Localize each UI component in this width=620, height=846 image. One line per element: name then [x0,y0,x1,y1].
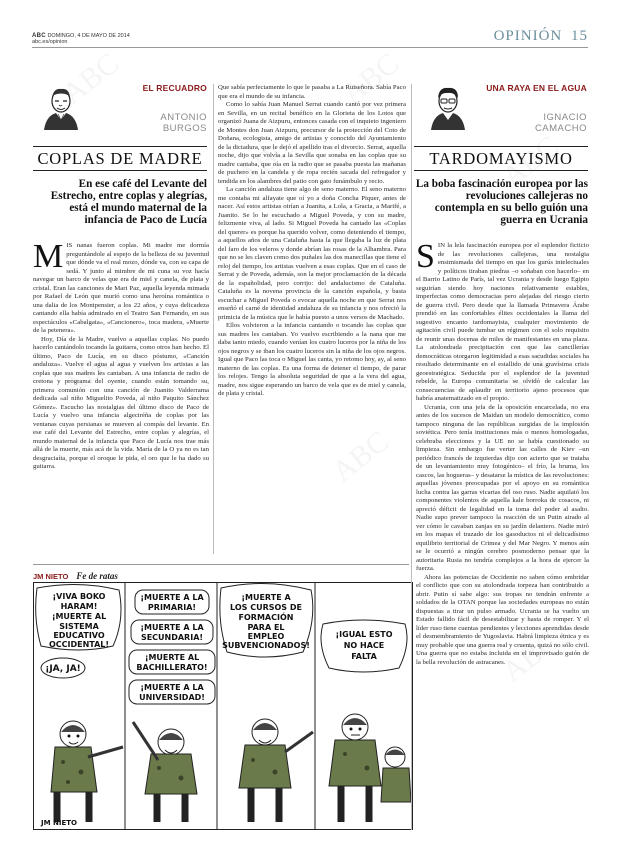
svg-text:¡MUERTE A LA: ¡MUERTE A LA [140,593,204,602]
author-portrait [425,84,471,130]
svg-text:UNIVERSIDAD!: UNIVERSIDAD! [139,693,205,702]
svg-text:FALTA: FALTA [351,652,377,661]
svg-text:¡MUERTE AL: ¡MUERTE AL [51,612,107,621]
svg-text:EDUCATIVO: EDUCATIVO [53,631,105,640]
dropcap: M [33,238,64,275]
svg-text:¡MUERTE A LA: ¡MUERTE A LA [140,623,204,632]
paper-name: ABC [32,33,46,39]
section-label [494,28,588,45]
column-name: UNA RAYA EN EL AGUA [486,83,587,93]
article-body: SIN la lela fascinación europea por el esplendor ficticio de las revoluciones callejeras, una nostalgia ensimismada del tiempo en que los gurús intelectuales y políticos tiraban piedras –o soñaban con hacerlo– en el Barrio Latino de París, tal vez Ucrania y desde luego Egipto seguirían siendo hoy naciones relativamente estables, imperfectas como democracias pero alejadas del riesgo cierto de guerra civil. Pero desde que la llamada Primavera Árabe prendió en las confortables élites occidentales la llama del sugestivo encanto tardomayista, cualquier movimiento de agitación civil puede tumbar un régimen con el solo requisito de reunir unas docenas de miles de manifestantes en una plaza. La atolondrada precipitación con que las cancillerías democráticas otorgaron legitimidad a esas sacudidas sociales ha resultado determinante en el estallido de una gravísima crisis geoestratégica. Seducida por el esplendor de la juventud rebelde, la Europa comunitaria se olvidó de calcular las consecuencias de aplaudir en territorio ajeno procesos que habría anatematizado en el propio. Ucrania, con una jefa de la oposición encarcelada, no era antes de los sucesos de Maidan un modelo democrático, como tampoco ninguna de las repúblicas surgidas de la implosión soviética. Pero tenía instituciones más o menos homologadas, celebraba elecciones y la UE no se había cuestionado su limpieza. Sin embargo fue verter las calles de Kiev –un periódico francés de izquierdas dijo con acierto que se trataba de un levantamiento muy fotogénico– el frío, la bruma, los cascos, las hogueras– y desatarse la mística de las revoluciones: aquellas jóvenes preocupadas por el apoyo en su romántica lucha contra las garras vicarias del oso ruso. Nadie aquilató los componentes violentos de aquella kale borroka de cosacos, ni apreció déficit de legalidad en la toma del poder al asalto. Nadie supo prever tampoco la reacción de un Putin airado al ver cómo le cavaban zanjas en su jardín delantero. Nadie miró en los mapas el trazado de los gasoductos ni el delicadísimo equilibrio territorial de Crimea y del Mar Negro. Y menos aún se le ocurrió a ningún cerebro posmoderno pensar que la autoritaria Rusia no tendría complejos a la hora de ejercer la fuerza. Ahora las potencias de Occidente no saben cómo embridar el conflicto que con su atolondrada torpeza han contribuido a abrir. Putin sí sabe algo: sus tropas no tendrán enfrente a soldados de la OTAN porque las sociedades europeas no están dispuestas a tirar un pulso armado. Ucrania se ha vuelto un Estado fallido fácil de desestabilizar y hasta de romper. Y el líder ruso tiene cuentas pendientes y lecciones aprendidas desde el desmembramiento de Yugoslavia. Habrá limpieza étnica y es muy probable que una guerra real y cruenta, quizá no sólo civil. Una guerra que no estaba incluida en el improvisado guión de la bella revolución de astracanes. [416,238,589,666]
column-divider [213,84,214,554]
watermark [326,425,396,490]
comic-strip [33,582,413,830]
article-subtitle: La boba fascinación europea por las revoluciones callejeras no contempla en su bello guión una guerra en Ucrania [415,178,588,226]
svg-text:PRIMARIA!: PRIMARIA! [147,603,197,612]
svg-text:¡IGUAL ESTO: ¡IGUAL ESTO [335,630,393,639]
svg-text:¡VIVA BOKO: ¡VIVA BOKO [52,592,106,601]
column-divider [411,84,412,830]
article-column-1: MIS nanas fueron coplas. Mi madre me dormía preguntándole al espejo de la belleza de su juventud que dónde va el real mozo, dónde va, con su capa de sedá. Y junto al mimbre de mi cuna su voz hacía navegar un barco de velas que era de miel y canela, de plata y cristal. Eran las canciones de Mari Paz, aquella leyenda mimada por Rafael de León que murió como una heroína romántica o una dalia de los Montpensier, a los 22 años, y cuya delicadeza cantando ella había admirado en el Teatro San Fernando, en sus espectáculos «Cabalgata», «Cancionero», toca madera, «Muerte de la petenera». Hoy, Día de la Madre, vuelvo a aquellas coplas. No puedo hacerlo cantándolo tocando la guitarra, como otros han hecho. El último, Paco de Lucía, en su disco póstumo, «Canción andaluza». Vuelve el agua al agua y vuelven los artistas a las coplas que sus madres les cantaban. A una infancia de radio de cretona y programa del oyente, cuando están tomando su, primera comunión con una canción de Juanito Valderrama dedicada «al niño Miguelito Poveda, al niño Paquito Sánchez Gómez». Escucho las nostalgias del último disco de Paco de Lucía y vuelvo una infancia algeciréña de coplas por las ventanas cuyas persianas se mueven al compás del levante. En ese café del Levante del Estrecho, entre coplas y alegrías, el mundo maternal de la infancia que Paco de Lucía nos trae más allá de la muerte, más acá de la vida. María de la O ya no es tan desgraciaíta, porque el oroque le pida, el oro que le ha dado su guitarra. [33,238,209,470]
article-title: TARDOMAYISMO [414,146,588,171]
svg-text:¡MUERTE AL: ¡MUERTE AL [144,653,200,662]
signature: JM NIETO [41,819,77,827]
site-url: abc.es/opinion [32,39,68,45]
svg-text:¡JA, JA!: ¡JA, JA! [45,664,81,674]
author-name: ANTONIO BURGOS [160,112,207,134]
section-name: OPINIÓN [493,28,563,44]
svg-text:¡MUERTE A: ¡MUERTE A [241,593,291,602]
comic-title: Fe de ratas [76,571,118,581]
svg-text:¡MUERTE A LA: ¡MUERTE A LA [140,683,204,692]
cartoonist: JM NIETO [33,572,69,581]
svg-text:SECUNDARIA!: SECUNDARIA! [140,633,204,642]
author-portrait [38,84,84,130]
masthead-info [32,33,130,45]
article-title: COPLAS DE MADRE [33,146,207,171]
column-name: EL RECUADRO [142,83,207,93]
svg-text:OCCIDENTAL!: OCCIDENTAL! [48,640,110,649]
section-divider [33,564,409,565]
svg-text:HARAM!: HARAM! [60,602,98,611]
svg-text:EMPLEO: EMPLEO [247,632,285,641]
article-subtitle: En ese café del Levante del Estrecho, entre coplas y alegrías, está el mundo maternal de la infancia de Paco de Lucía [50,178,207,226]
svg-text:BACHILLERATO!: BACHILLERATO! [136,663,208,672]
dropcap: S [416,238,435,275]
comic-label [33,571,118,581]
svg-text:PARA EL: PARA EL [247,623,285,632]
svg-text:SUBVENCIONADOS!: SUBVENCIONADOS! [222,641,310,650]
page-header [32,30,588,48]
article-column-2: Que sabía perfectamente lo que le pasaba a La Ruiseñora. Sabía Paco que era el mundo de su infancia. Como lo sabía Juan Manuel Serrat cuando cantó por vez primera en Sevilla, en un recital benéfico en la Glorieta de los Lotos que organizó Juana de Aizpuru, entonces casada con el inquieto ingeniero de Montes don Juan Aizpuru, precursor de la protección del Coto de Doñana, ecologista, amigo de artistas y conocido del Ayuntamiento de la dictadura, que le dejó el apellido tras el divorcio. Serrat, aquella noche, dijo que volvía a la Sevilla que sonaba en las coplas que su madre cantaba, que oía en la radio que se pasaba puesta las mañanas de puchero en la candela y de ropa recién sacada del refregador y tendida en los alambres del patio con gato funámbulo y recio. La canción andaluza tiene algo de seno materno. El seno materno me contaba mi alfayate que oí yo a doña Concha Piquer, antes de nacer. Así estos artistas oirían a Juanita, a Lola, a Gracia, a Marifé, a Juanito. Se lo he escuchado a Miguel Poveda, y con su madre, felizmente viva, al lado. Si Miguel Poveda ha cantado las «Coplas del querer» es porque ha querido volver, como deteniendo el tiempo, a aquellos años de una Cataluña hasta la que llegaba la luz de plata del faro de los veleros y donde abrían las rosas de la Alhambra. Para que no se les claven como dos puñales las dos manecillas que tiene el reloj del tiempo, los artistas vuelven a esas coplas. Que en el caso de Serrat y de Poveda, además, son la mejor proclamación de la década de la españolidad, pero corrijo: del andalucismo de Cataluña. Cataluña es la novena provincia de la canción española, y basta escuchar a Miguel Poveda o evocar aquella noche en que Serrat nos enseñó el carné de identidad andaluza de su infancia y nos ofreció la primicia de la música que le había puesto a unos versos de Machado. Ellos volvieron a la infancia cantando o tocando las coplas que sus madres les cantaban. Yo vuelvo escribiendo a la nana que me daba tanto miedo, cuando venían los cuatro luceros por la niña de los ojos negros y se iban los cuatro luceros sin la niña de los ojos negros. Igual que Paco las toca o Miguel las canta, yo retomo hoy, ay, al seno materno de las coplas. Es una forma de detener el tiempo, de parar los relojes. Tengo la absoluta seguridad de que a la vera del agua, madre, nos sigue esperando un barco de vela que es de miel y canela, de plata y cristal. [218,84,406,397]
svg-text:LOS CURSOS DE: LOS CURSOS DE [230,603,302,612]
svg-text:FORMACIÓN: FORMACIÓN [238,613,294,622]
svg-text:NO HACE: NO HACE [343,641,385,650]
author-name: IGNACIO CAMACHO [534,112,587,134]
page-number: 15 [571,28,588,44]
svg-text:SISTEMA: SISTEMA [59,622,99,631]
issue-date: DOMINGO, 4 DE MAYO DE 2014 [47,33,130,39]
